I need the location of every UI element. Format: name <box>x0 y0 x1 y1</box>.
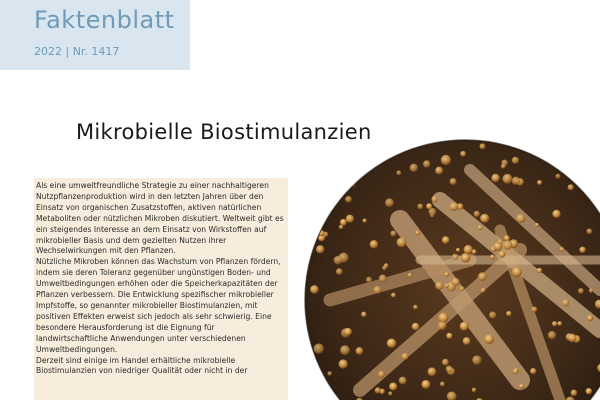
spore <box>445 284 449 288</box>
spore <box>474 211 480 217</box>
spore <box>530 368 536 374</box>
spore <box>435 282 443 290</box>
spore <box>568 184 574 190</box>
spore <box>484 334 494 344</box>
spore <box>325 181 330 186</box>
spore <box>385 198 394 207</box>
spore <box>320 204 327 211</box>
spore <box>331 192 340 201</box>
spore <box>339 359 348 368</box>
spore <box>309 227 317 235</box>
spore <box>535 223 539 227</box>
spore <box>310 285 319 294</box>
spore <box>560 247 565 252</box>
spore <box>379 275 387 283</box>
spore <box>562 299 569 306</box>
page-title: Mikrobielle Biostimulanzien <box>76 120 372 144</box>
spore <box>354 136 363 145</box>
spore <box>366 277 372 283</box>
spore <box>390 231 396 237</box>
spore <box>361 312 366 317</box>
spore <box>503 240 512 249</box>
spore <box>519 384 524 389</box>
doc-series-title: Faktenblatt <box>34 6 175 34</box>
spore <box>556 174 561 179</box>
spore <box>481 288 486 293</box>
doc-issue-number: 2022 | Nr. 1417 <box>34 45 120 58</box>
spore <box>557 321 562 326</box>
spore <box>571 390 578 397</box>
spore <box>460 286 465 291</box>
spore <box>528 142 533 147</box>
spore <box>413 305 418 310</box>
spore <box>431 196 437 202</box>
spore <box>532 307 538 313</box>
paragraph: Nützliche Mikroben können das Wachstum von Pflanzen fördern, indem sie deren Toleranz gegenüber ungünstigen Boden- und Umweltbedingungen erhöhen oder die Speicherkapazitäten der Pflanzen verbessern. Die Entwicklung spezifischer mikrobieller Impfstoffe, so genannter mikrobieller Biostimulanzien, mit positiven Effekten erweist sich jedoch als sehr schwierig. Eine besondere Herausforderung ist die Eignung für landwirtschaftliche Anwendungen unter verschiedenen Umweltbedingungen. <box>36 257 281 354</box>
spore <box>356 347 364 355</box>
spore <box>537 180 542 185</box>
spore <box>516 138 521 143</box>
spore <box>329 176 334 181</box>
spore <box>397 238 407 248</box>
spore <box>399 377 407 385</box>
spore <box>512 267 522 277</box>
spore <box>552 210 560 218</box>
spore <box>314 344 324 354</box>
spore <box>412 323 420 331</box>
spore <box>423 160 430 167</box>
spore <box>438 313 448 323</box>
paragraph: Derzeit sind einige im Handel erhältliche mikrobielle Biostimulanzien von niedriger Qualität oder nicht in der <box>36 355 248 376</box>
spore <box>450 178 457 185</box>
spore <box>374 286 382 294</box>
spore <box>537 268 542 273</box>
spore <box>587 315 593 321</box>
spore <box>382 266 386 270</box>
spore <box>357 148 362 153</box>
spore <box>480 214 489 223</box>
spore <box>340 219 347 226</box>
spore <box>422 380 431 389</box>
spore <box>327 371 332 376</box>
spore <box>334 256 343 265</box>
spore <box>587 229 593 235</box>
spore <box>309 177 318 186</box>
spore <box>343 139 352 148</box>
spore <box>478 225 483 230</box>
spore <box>340 345 350 355</box>
spore <box>442 236 449 243</box>
spore <box>586 388 592 394</box>
spore <box>489 312 496 319</box>
spore <box>307 218 315 226</box>
spore <box>418 204 424 210</box>
spore <box>391 293 396 298</box>
spore <box>460 322 469 331</box>
spore <box>480 143 486 149</box>
spore <box>440 382 445 387</box>
spore <box>461 253 471 263</box>
spore <box>472 388 477 393</box>
spore <box>490 255 495 260</box>
spore <box>445 272 450 277</box>
spore <box>512 177 520 185</box>
spore <box>446 333 452 339</box>
spore <box>552 321 557 326</box>
spore <box>438 321 447 330</box>
spore <box>345 196 352 203</box>
spore <box>408 273 413 278</box>
spore <box>429 208 437 216</box>
spore <box>396 170 401 175</box>
spore <box>302 395 310 400</box>
spore <box>316 245 324 253</box>
spore <box>478 272 487 281</box>
spore <box>568 334 576 342</box>
spore <box>375 387 381 393</box>
spore <box>442 359 449 366</box>
spore <box>504 235 510 241</box>
spore <box>501 164 506 169</box>
spore <box>579 247 585 253</box>
spore <box>578 288 584 294</box>
spore <box>506 311 511 316</box>
spore <box>378 371 385 378</box>
spore <box>452 278 460 286</box>
spore <box>356 148 366 158</box>
spore <box>370 240 378 248</box>
spore <box>410 164 418 172</box>
spore <box>402 353 409 360</box>
spore <box>516 214 525 223</box>
spore <box>344 328 352 336</box>
spore <box>548 331 556 339</box>
spore <box>441 155 451 165</box>
spore <box>452 254 458 260</box>
spore <box>472 355 481 364</box>
spore <box>512 157 519 164</box>
spore <box>498 251 505 258</box>
spore <box>513 369 518 374</box>
spore <box>491 174 499 182</box>
spore <box>388 392 392 396</box>
spore <box>363 219 367 223</box>
spore <box>460 151 466 157</box>
spore <box>307 203 312 208</box>
spore <box>589 288 594 293</box>
spore <box>428 367 437 376</box>
spore <box>415 231 420 236</box>
spore <box>498 240 503 245</box>
paragraph: Als eine umweltfreundliche Strategie zu einer nachhaltigeren Nutzpflanzenproduktion wird in den letzten Jahren über den Einsatz von organischen Zusatzstoffen, aktiven natürlichen Metaboliten oder nützlichen Mikroben diskutiert. Weltweit gibt es ein steigendes Interesse an dem Einsatz von Wirkstoffen auf mikrobieller Basis und dem gezielten Nutzen ihrer Wechselwirkungen mit den Pflanzen. <box>36 181 284 256</box>
spore <box>503 174 513 184</box>
spore <box>336 268 343 275</box>
spore <box>389 383 397 391</box>
spore <box>463 337 471 345</box>
spore <box>346 215 354 223</box>
spore <box>464 245 473 254</box>
spore <box>456 248 460 252</box>
spore <box>446 366 453 373</box>
spore <box>449 202 458 211</box>
spore <box>387 339 396 348</box>
spore <box>512 140 516 144</box>
spore <box>435 167 443 175</box>
